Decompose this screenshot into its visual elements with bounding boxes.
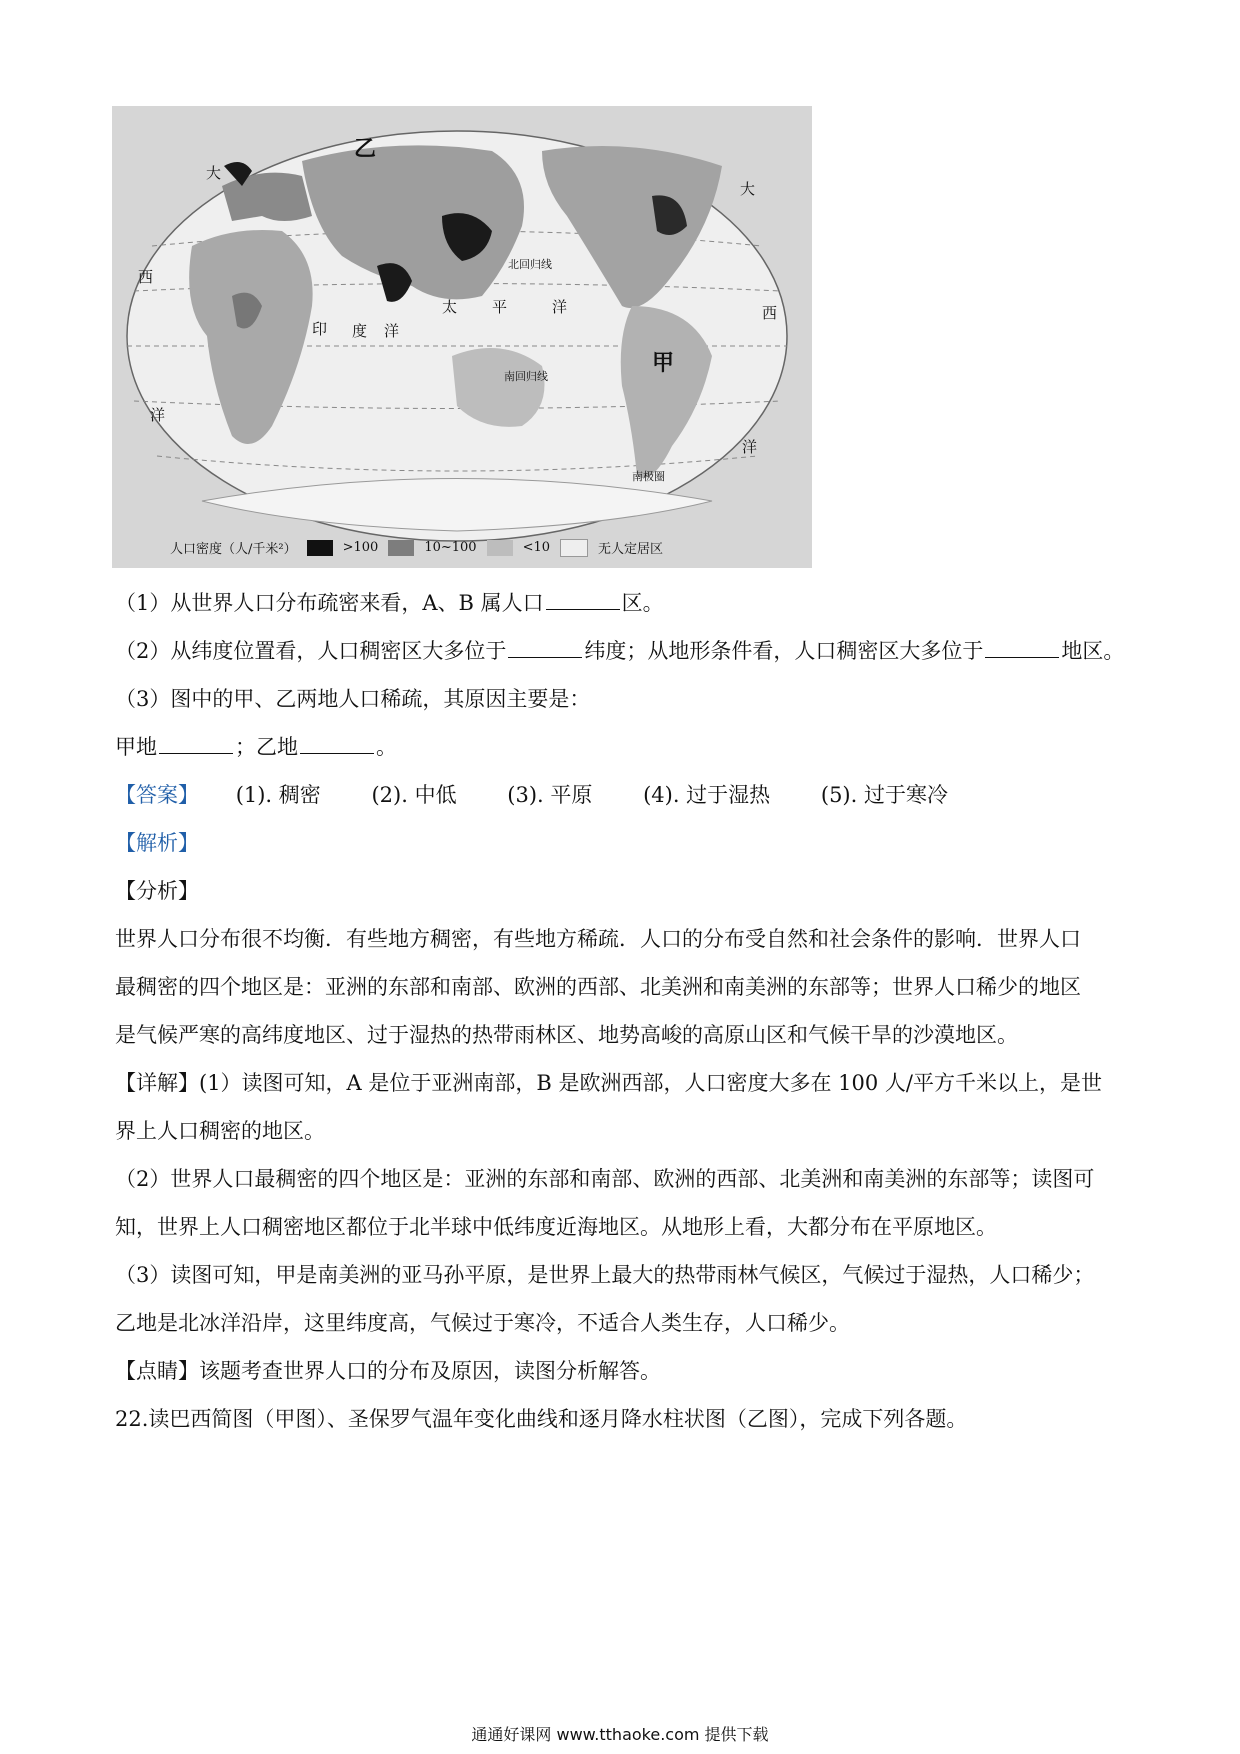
- legend-label-sparse: <10: [522, 540, 550, 555]
- map-label-da-right: 大: [740, 180, 756, 198]
- map-label-yang-mid: 洋: [552, 298, 568, 316]
- legend-swatch-dense: [307, 540, 333, 556]
- analysis-tag: 【解析】: [115, 831, 199, 855]
- map-label-xi-left: 西: [138, 268, 154, 286]
- map-label-ping: 平: [492, 298, 508, 316]
- detail-line-5: （3）读图可知，甲是南美洲的亚马孙平原，是世界上最大的热带雨林气候区，气候过于湿热，人口稀少；: [115, 1263, 1095, 1287]
- map-label-yi: 乙: [354, 136, 377, 162]
- question-3: （3）图中的甲、乙两地人口稀疏，其原因主要是：: [115, 687, 591, 711]
- map-label-tai: 太: [442, 298, 458, 316]
- blank: [300, 733, 374, 754]
- blank: [159, 733, 233, 754]
- map-label-yin: 印: [312, 320, 328, 338]
- question-3-blanks: [115, 732, 1125, 762]
- question-2-text: （2）从纬度位置看，人口稠密区大多位于: [115, 639, 507, 663]
- question-2-mid: 纬度；从地形条件看，人口稠密区大多位于: [584, 639, 984, 663]
- map-label-antarctic-circle: 南极圈: [632, 470, 665, 483]
- detail-line-2: 界上人口稠密的地区。: [115, 1119, 325, 1143]
- question-2: [115, 636, 1125, 666]
- question-3b-suffix: 。: [376, 735, 397, 759]
- map-label-yang-right: 洋: [742, 438, 758, 456]
- answer-item-2: (2). 中低: [371, 783, 457, 807]
- answer-item-5: (5). 过于寒冷: [820, 783, 948, 807]
- answer-item-1: (1). 稠密: [235, 783, 321, 807]
- detail-line-4: 知，世界上人口稠密地区都位于北半球中低纬度近海地区。从地形上看，大都分布在平原地区。: [115, 1215, 997, 1239]
- blank: [985, 637, 1059, 658]
- fenxi-line-1: 世界人口分布很不均衡．有些地方稠密，有些地方稀疏．人口的分布受自然和社会条件的影响．世界人口: [115, 927, 1081, 951]
- detail-line-6: 乙地是北冰洋沿岸，这里纬度高，气候过于寒冷，不适合人类生存，人口稀少。: [115, 1311, 850, 1335]
- map-label-tropic-of-cancer: 北回归线: [508, 258, 552, 271]
- dianjing-line: 【点睛】该题考查世界人口的分布及原因，读图分析解答。: [115, 1359, 661, 1383]
- map-label-jia: 甲: [652, 350, 675, 376]
- fenxi-line-3: 是气候严寒的高纬度地区、过于湿热的热带雨林区、地势高峻的高原山区和气候干旱的沙漠地区。: [115, 1023, 1018, 1047]
- question-1-text: （1）从世界人口分布疏密来看，A、B 属人口: [115, 591, 544, 615]
- map-label-yang-lower: 洋: [384, 322, 400, 340]
- map-label-yang-left: 洋: [150, 406, 166, 424]
- fenxi-tag: 【分析】: [115, 879, 199, 903]
- map-legend: [170, 538, 663, 557]
- legend-label-medium: 10~100: [424, 540, 477, 555]
- map-label-da-left: 大: [206, 164, 222, 182]
- detail-line-1: 【详解】(1）读图可知，A 是位于亚洲南部，B 是欧洲西部，人口密度大多在 100 人/平方千米以上，是世: [115, 1071, 1103, 1095]
- question-3b-text: 甲地: [115, 735, 157, 759]
- legend-title: 人口密度（人/千米²）: [170, 542, 297, 557]
- question-1-suffix: 区。: [621, 591, 664, 615]
- map-label-du: 度: [352, 322, 368, 340]
- question-1: [115, 588, 1125, 618]
- answer-item-3: (3). 平原: [507, 783, 593, 807]
- map-label-tropic-of-capricorn: 南回归线: [504, 370, 548, 383]
- legend-label-dense: >100: [342, 540, 379, 555]
- answer-line: [115, 780, 1125, 810]
- legend-swatch-medium: [388, 540, 414, 556]
- blank: [546, 589, 620, 610]
- detail-line-3: （2）世界人口最稠密的四个地区是：亚洲的东部和南部、欧洲的西部、北美洲和南美洲的东部等；读图可: [115, 1167, 1095, 1191]
- map-label-xi-right: 西: [762, 304, 778, 322]
- legend-swatch-sparse: [487, 540, 513, 556]
- legend-label-uninhabited: 无人定居区: [598, 542, 664, 557]
- world-population-density-map: [112, 106, 812, 568]
- blank: [508, 637, 582, 658]
- question-2-suffix: 地区。: [1061, 639, 1125, 663]
- page-footer: 通通好课网 www.tthaoke.com 提供下载: [471, 1725, 769, 1744]
- question-3b-mid: ；乙地: [235, 735, 298, 759]
- answer-item-4: (4). 过于湿热: [643, 783, 771, 807]
- fenxi-line-2: 最稠密的四个地区是：亚洲的东部和南部、欧洲的西部、北美洲和南美洲的东部等；世界人口稀少的地区: [115, 975, 1081, 999]
- question-22: 22.读巴西简图（甲图）、圣保罗气温年变化曲线和逐月降水柱状图（乙图），完成下列各题。: [115, 1407, 968, 1431]
- legend-swatch-uninhabited: [560, 539, 588, 557]
- answer-tag: 【答案】: [115, 783, 199, 807]
